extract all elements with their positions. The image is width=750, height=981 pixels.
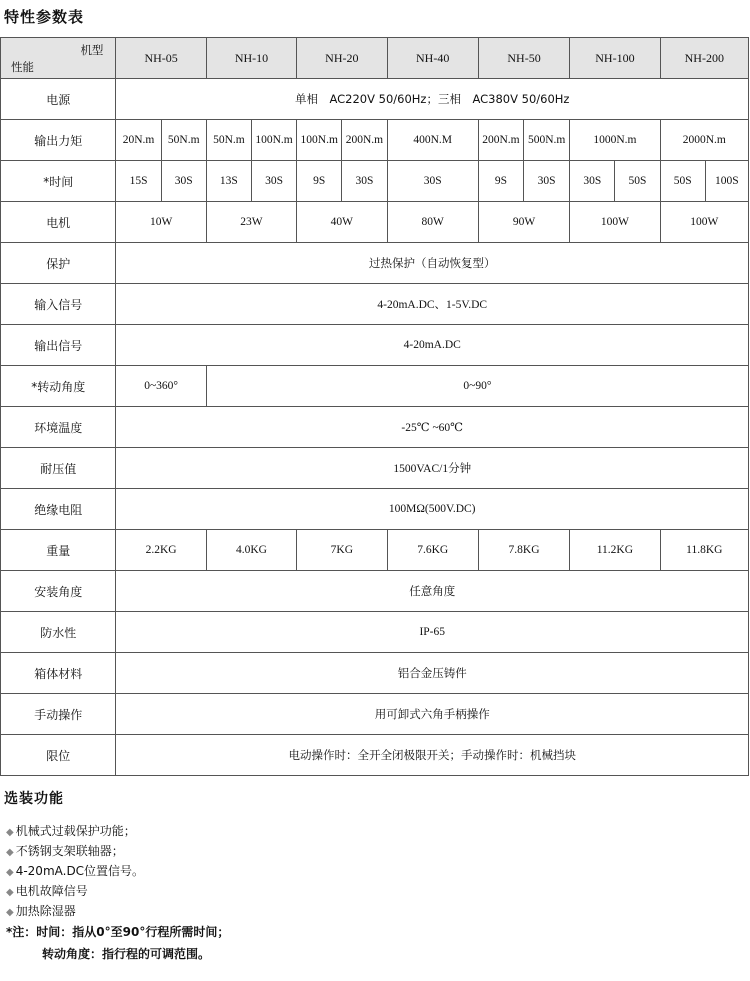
cell-value: 400N.M <box>387 120 478 161</box>
cell-value: 100N.m <box>297 120 342 161</box>
model-cell: NH-20 <box>297 38 387 79</box>
cell-value: 50S <box>615 161 660 202</box>
table-row <box>1 120 749 161</box>
table-row <box>1 735 749 776</box>
cell-value: 9S <box>478 161 523 202</box>
cell-value: 15S <box>116 161 161 202</box>
cell-value: 11.8KG <box>660 530 748 571</box>
cell-value: 任意角度 <box>116 571 749 612</box>
model-cell: NH-05 <box>116 38 206 79</box>
list-item: ◆ 电机故障信号 <box>6 884 88 898</box>
cell-value: 7.6KG <box>387 530 478 571</box>
row-label: 限位 <box>1 735 116 776</box>
table-row <box>1 612 749 653</box>
model-cell: NH-100 <box>570 38 660 79</box>
notes <box>6 921 229 965</box>
table-row <box>1 243 749 284</box>
row-label: 输入信号 <box>1 284 116 325</box>
cell-value: 4-20mA.DC <box>116 325 749 366</box>
cell-value: 100S <box>705 161 748 202</box>
cell-value: 2.2KG <box>116 530 206 571</box>
cell-value: 30S <box>387 161 478 202</box>
table-row <box>1 325 749 366</box>
perf-label: 性能 <box>11 60 34 74</box>
cell-value: 铝合金压铸件 <box>116 653 749 694</box>
list-item: ◆ 机械式过载保护功能； <box>6 824 136 838</box>
cell-value: 50N.m <box>161 120 206 161</box>
row-label: 电源 <box>1 79 116 120</box>
row-label: 输出力矩 <box>1 120 116 161</box>
table-row <box>1 284 749 325</box>
cell-value: 10W <box>116 202 206 243</box>
cell-value: 100W <box>570 202 660 243</box>
row-label: *时间 <box>1 161 116 202</box>
cell-value: 20N.m <box>116 120 161 161</box>
cell-value: 11.2KG <box>570 530 660 571</box>
row-label: 电机 <box>1 202 116 243</box>
table-row <box>1 489 749 530</box>
cell-value: 过热保护（自动恢复型） <box>116 243 749 284</box>
cell-value: 7.8KG <box>478 530 569 571</box>
cell-value: 用可卸式六角手柄操作 <box>116 694 749 735</box>
options-list <box>6 822 144 922</box>
row-label: 安装角度 <box>1 571 116 612</box>
table-row <box>1 161 749 202</box>
diamond-bullet-icon: ◆ <box>6 907 14 918</box>
row-label: 输出信号 <box>1 325 116 366</box>
table-row <box>1 202 749 243</box>
table-row <box>1 653 749 694</box>
table-row <box>1 79 749 120</box>
table-row <box>1 530 749 571</box>
cell-value: 80W <box>387 202 478 243</box>
cell-value: IP-65 <box>116 612 749 653</box>
cell-value: 电动操作时：全开全闭极限开关；手动操作时：机械挡块 <box>116 735 749 776</box>
table-row <box>1 448 749 489</box>
spec-table <box>0 37 749 776</box>
model-cell: NH-200 <box>660 38 748 79</box>
row-label: 耐压值 <box>1 448 116 489</box>
row-label: *转动角度 <box>1 366 116 407</box>
cell-value: 单相 AC220V 50/60Hz；三相 AC380V 50/60Hz <box>116 79 749 120</box>
row-label: 重量 <box>1 530 116 571</box>
cell-value: 30S <box>524 161 570 202</box>
row-label: 手动操作 <box>1 694 116 735</box>
table-row <box>1 407 749 448</box>
row-label: 环境温度 <box>1 407 116 448</box>
cell-value: 30S <box>570 161 615 202</box>
list-item: ◆ 加热除湿器 <box>6 904 76 918</box>
cell-value: 13S <box>206 161 251 202</box>
model-label: 机型 <box>80 43 104 57</box>
cell-value: 0~90° <box>206 366 748 407</box>
cell-value: 1500VAC/1分钟 <box>116 448 749 489</box>
cell-value: 100N.m <box>251 120 296 161</box>
model-cell: NH-10 <box>206 38 296 79</box>
cell-value: 30S <box>251 161 296 202</box>
options-title: 选装功能 <box>4 791 64 807</box>
cell-value: 50S <box>660 161 705 202</box>
cell-value: 30S <box>161 161 206 202</box>
list-item: ◆ 4-20mA.DC位置信号。 <box>6 864 145 878</box>
cell-value: 30S <box>342 161 387 202</box>
page-title: 特性参数表 <box>4 8 85 26</box>
model-cell: NH-50 <box>478 38 569 79</box>
diamond-bullet-icon: ◆ <box>6 887 14 898</box>
cell-value: 2000N.m <box>660 120 748 161</box>
table-row <box>1 571 749 612</box>
header-corner-cell <box>1 38 116 79</box>
table-row <box>1 366 749 407</box>
cell-value: 4.0KG <box>206 530 296 571</box>
cell-value: 7KG <box>297 530 387 571</box>
cell-value: 1000N.m <box>570 120 660 161</box>
cell-value: -25℃ ~60℃ <box>116 407 749 448</box>
cell-value: 4-20mA.DC、1-5V.DC <box>116 284 749 325</box>
list-item: ◆ 不锈钢支架联轴器； <box>6 844 124 858</box>
row-label: 防水性 <box>1 612 116 653</box>
cell-value: 100MΩ(500V.DC) <box>116 489 749 530</box>
model-header-row <box>1 38 749 79</box>
model-cell: NH-40 <box>387 38 478 79</box>
diamond-bullet-icon: ◆ <box>6 847 14 858</box>
cell-value: 9S <box>297 161 342 202</box>
note-line: 转动角度：指行程的可调范围。 <box>42 947 211 961</box>
row-label: 箱体材料 <box>1 653 116 694</box>
note-line: *注：时间：指从0°至90°行程所需时间； <box>6 925 230 939</box>
diamond-bullet-icon: ◆ <box>6 867 14 878</box>
diamond-bullet-icon: ◆ <box>6 827 14 838</box>
cell-value: 90W <box>478 202 569 243</box>
cell-value: 100W <box>660 202 748 243</box>
row-label: 绝缘电阻 <box>1 489 116 530</box>
table-row <box>1 694 749 735</box>
cell-value: 200N.m <box>478 120 523 161</box>
cell-value: 0~360° <box>116 366 206 407</box>
row-label: 保护 <box>1 243 116 284</box>
cell-value: 40W <box>297 202 387 243</box>
cell-value: 50N.m <box>206 120 251 161</box>
cell-value: 23W <box>206 202 296 243</box>
cell-value: 500N.m <box>524 120 570 161</box>
cell-value: 200N.m <box>342 120 387 161</box>
